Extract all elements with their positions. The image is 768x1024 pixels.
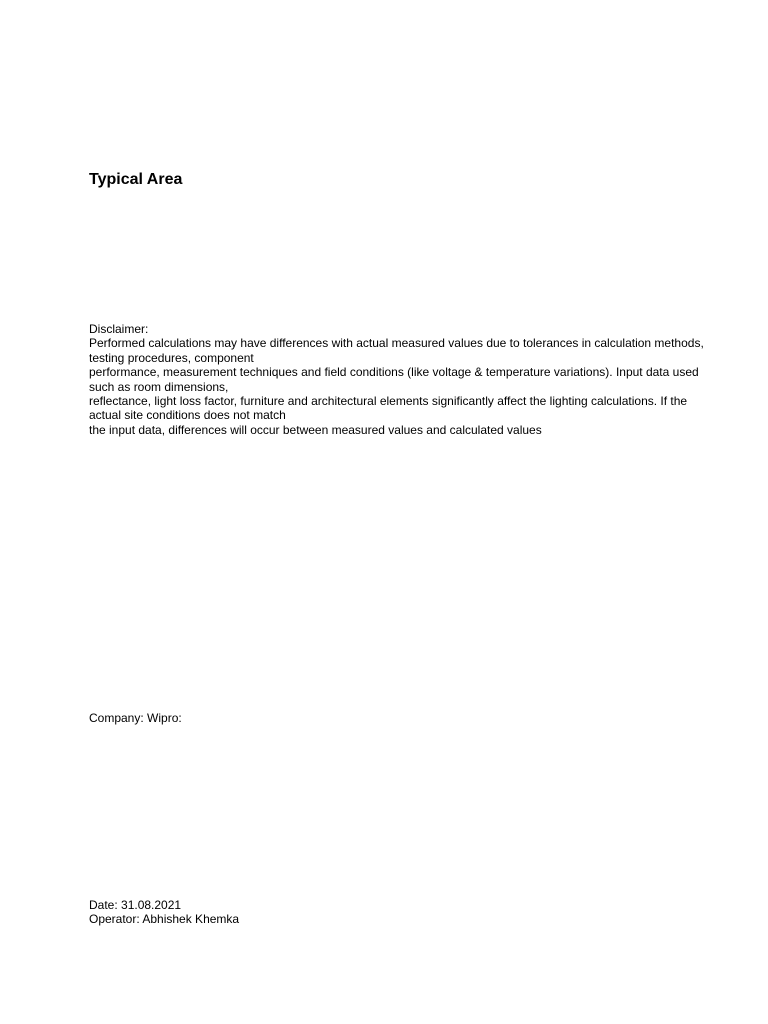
date-label: Date: 31.08.2021 [89,898,182,912]
disclaimer-line: performance, measurement techniques and field conditions (like voltage & temperature variations). Input data used [89,365,699,380]
disclaimer-line: Performed calculations may have differences with actual measured values due to tolerances in calculation methods, [89,336,704,351]
footer-block [89,898,239,927]
disclaimer-line: testing procedures, component [89,350,254,365]
disclaimer-line: such as room dimensions, [89,379,229,394]
disclaimer-block [89,322,749,437]
disclaimer-heading: Disclaimer: [89,322,149,336]
disclaimer-line: actual site conditions does not match [89,408,286,423]
disclaimer-line: the input data, differences will occur between measured values and calculated values [89,422,542,437]
disclaimer-line: reflectance, light loss factor, furniture and architectural elements significantly affect the lighting calculations. If the [89,394,688,409]
company-label: Company: Wipro: [89,711,182,725]
operator-label: Operator: Abhishek Khemka [89,912,240,927]
page-title: Typical Area [89,171,183,188]
